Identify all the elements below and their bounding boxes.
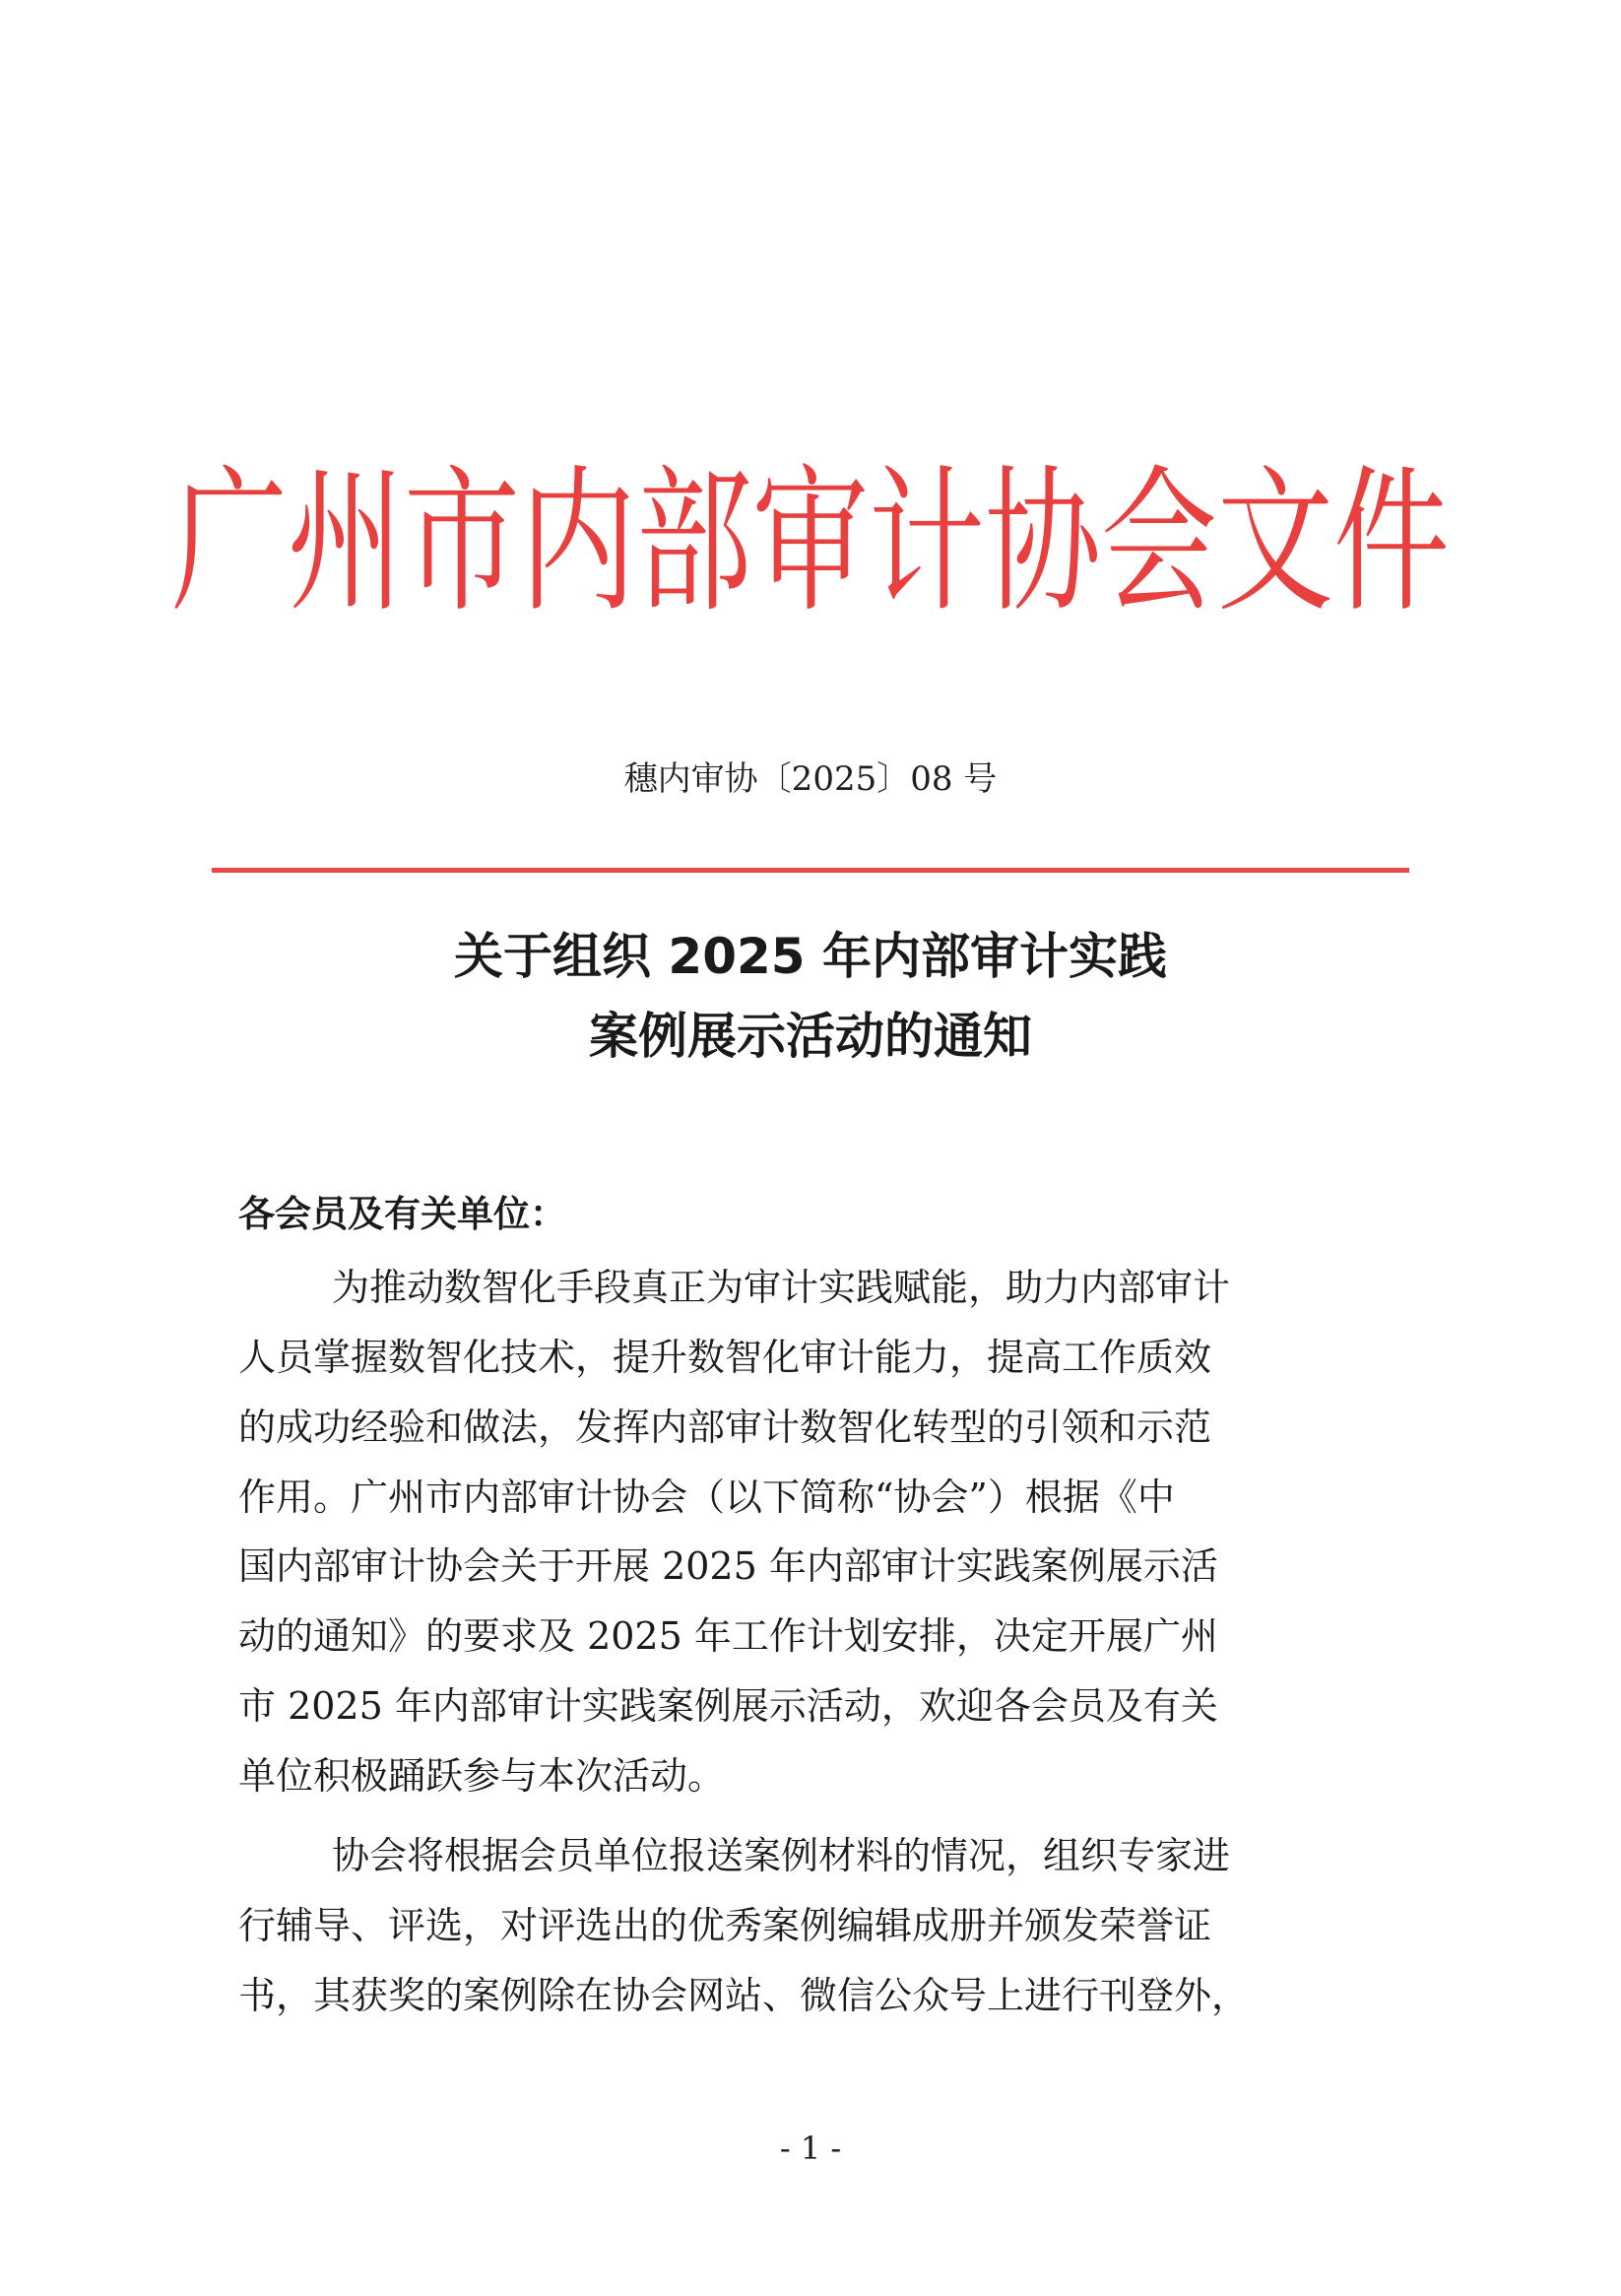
body-paragraph-1-line-3: 的成功经验和做法，发挥内部审计数智化转型的引领和示范 — [238, 1406, 1212, 1449]
body-paragraph-1-line-1: 为推动数智化手段真正为审计实践赋能，助力内部审计 — [332, 1266, 1231, 1309]
body-paragraph-2-line-3: 书，其获奖的案例除在协会网站、微信公众号上进行刊登外， — [238, 1974, 1250, 2017]
page-number: - 1 - — [779, 2130, 842, 2167]
notice-title-line-1: 关于组织 2025 年内部审计实践 — [454, 928, 1167, 985]
document-number: 穗内审协〔2025〕08 号 — [623, 759, 998, 799]
body-paragraph-2-line-2: 行辅导、评选，对评选出的优秀案例编辑成册并颁发荣誉证 — [238, 1904, 1212, 1947]
body-paragraph-1-line-7: 市 2025 年内部审计实践案例展示活动，欢迎各会员及有关 — [238, 1684, 1218, 1728]
body-paragraph-1-line-5: 国内部审计协会关于开展 2025 年内部审计实践案例展示活 — [238, 1544, 1218, 1588]
red-divider-line — [212, 868, 1409, 873]
salutation: 各会员及有关单位： — [238, 1193, 566, 1235]
notice-title-line-2: 案例展示活动的通知 — [589, 1008, 1032, 1065]
body-paragraph-1-line-6: 动的通知》的要求及 2025 年工作计划安排，决定开展广州 — [238, 1614, 1218, 1658]
body-paragraph-2-line-1: 协会将根据会员单位报送案例材料的情况，组织专家进 — [332, 1834, 1231, 1877]
body-paragraph-1-line-8: 单位积极踊跃参与本次活动。 — [238, 1754, 726, 1798]
body-paragraph-1-line-2: 人员掌握数智化技术，提升数智化审计能力，提高工作质效 — [238, 1336, 1212, 1379]
body-paragraph-1-line-4: 作用。广州市内部审计协会（以下简称“协会”）根据《中 — [238, 1476, 1175, 1519]
document-header-title: 广州市内部审计协会文件 — [170, 449, 1450, 634]
